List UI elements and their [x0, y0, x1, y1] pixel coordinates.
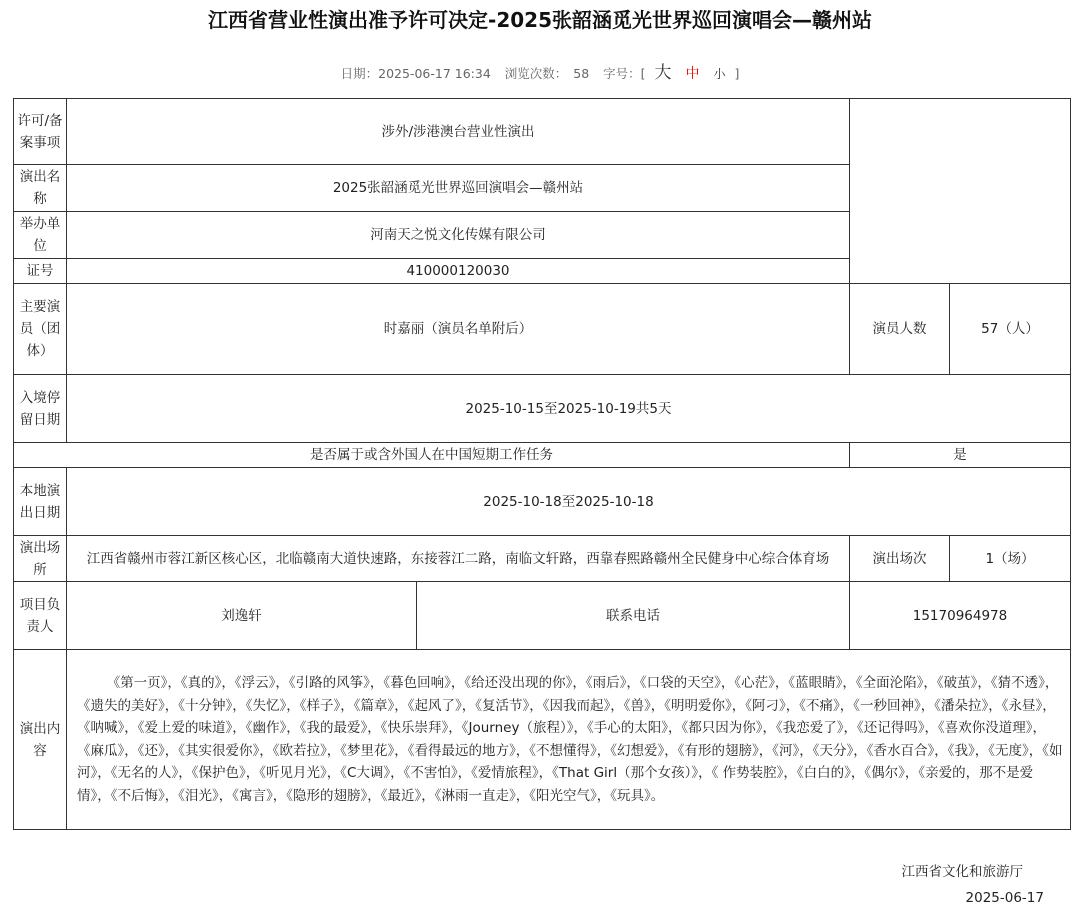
- font-size-small-button[interactable]: 小: [713, 67, 726, 81]
- row-value: 时嘉丽（演员名单附后）: [67, 284, 850, 375]
- phone-value: 15170964978: [850, 582, 1071, 650]
- table-row: [14, 468, 1071, 536]
- foreign-work-question: 是否属于或含外国人在中国短期工作任务: [14, 443, 850, 468]
- empty-cell: [850, 99, 1071, 284]
- date-label: 日期：2025-06-17 16:34: [340, 66, 491, 81]
- row-label: 举办单位: [14, 212, 67, 259]
- performer-count: 57（人）: [950, 284, 1071, 375]
- font-size-large-button[interactable]: 大: [654, 63, 672, 83]
- table-row: [14, 375, 1071, 443]
- shows-label: 演出场次: [850, 536, 950, 582]
- row-value: 2025-10-15至2025-10-19共5天: [67, 375, 1071, 443]
- row-label: 项目负责人: [14, 582, 67, 650]
- venue-value: 江西省赣州市蓉江新区核心区，北临赣南大道快速路，东接蓉江二路，南临文轩路，西靠春熙路赣州全民健身中心综合体育场: [67, 536, 850, 582]
- issue-date: 2025-06-17: [965, 890, 1044, 906]
- foreign-work-answer: 是: [850, 443, 1071, 468]
- program-content: 《第一页》，《真的》，《浮云》，《引路的风筝》，《暮色回响》，《给还没出现的你》，《雨后》，《口袋的天空》，《心茫》，《蓝眼睛》，《全面沦陷》，《破茧》，《猜不透》，《遗失的美好》，《十分钟》，《失忆》，《样子》，《篇章》，《起风了》，《复活节》，《因我而起》，《兽》，《明明爱你》，《阿刁》，《不痛》，《一秒回神》，《潘朵拉》，《永昼》，《呐喊》，《爱上爱的味道》，《幽作》，《我的最爱》，《快乐崇拜》，《Journey（旅程）》，《手心的太阳》，《都只因为你》，《我恋爱了》，《还记得吗》，《喜欢你没道理》，《麻瓜》，《还》，《其实很爱你》，《欧若拉》，《梦里花》，《看得最远的地方》，《不想懂得》，《幻想爱》，《有形的翅膀》，《河》，《天分》，《香水百合》，《我》，《无度》，《如河》，《无名的人》，《保护色》，《听见月光》，《C大调》，《不害怕》，《爱情旅程》，《That Girl（那个女孩）》，《 作势装腔》，《白白的》，《偶尔》，《亲爱的，那不是爱情》，《不后悔》，《泪光》，《寓言》，《隐形的翅膀》，《最近》，《淋雨一直走》，《阳光空气》，《玩具》。: [67, 650, 1071, 830]
- row-label: 证号: [14, 259, 67, 284]
- page-title: 江西省营业性演出准予许可决定-2025张韶涵觅光世界巡回演唱会—赣州站: [208, 8, 872, 32]
- manager-name: 刘逸轩: [67, 582, 417, 650]
- shows-value: 1（场）: [950, 536, 1071, 582]
- row-value: 2025张韶涵觅光世界巡回演唱会—赣州站: [67, 165, 850, 212]
- issuer: 江西省文化和旅游厅: [901, 864, 1023, 880]
- font-size-medium-button[interactable]: 中: [685, 66, 700, 82]
- table-row: [14, 99, 1071, 165]
- row-label: 演出场所: [14, 536, 67, 582]
- table-row: [14, 284, 1071, 375]
- row-value: 河南天之悦文化传媒有限公司: [67, 212, 850, 259]
- row-label: 本地演出日期: [14, 468, 67, 536]
- row-label: 入境停留日期: [14, 375, 67, 443]
- table-row: [14, 650, 1071, 830]
- row-label: 演出名称: [14, 165, 67, 212]
- table-row: [14, 536, 1071, 582]
- table-row: [14, 443, 1071, 468]
- row-label: 主要演员（团体）: [14, 284, 67, 375]
- table-row: [14, 582, 1071, 650]
- row-value: 410000120030: [67, 259, 850, 284]
- font-size-controls: 字号：[ 大 中 小 ]: [603, 63, 740, 83]
- row-label: 演出内容: [14, 650, 67, 830]
- article-meta: [0, 58, 1080, 83]
- phone-label: 联系电话: [417, 582, 850, 650]
- permit-table: [13, 98, 1071, 830]
- row-value: 涉外/涉港澳台营业性演出: [67, 99, 850, 165]
- row-value: 2025-10-18至2025-10-18: [67, 468, 1071, 536]
- row-label: 许可/备案事项: [14, 99, 67, 165]
- views-label: 浏览次数： 58: [504, 66, 590, 81]
- performer-count-label: 演员人数: [850, 284, 950, 375]
